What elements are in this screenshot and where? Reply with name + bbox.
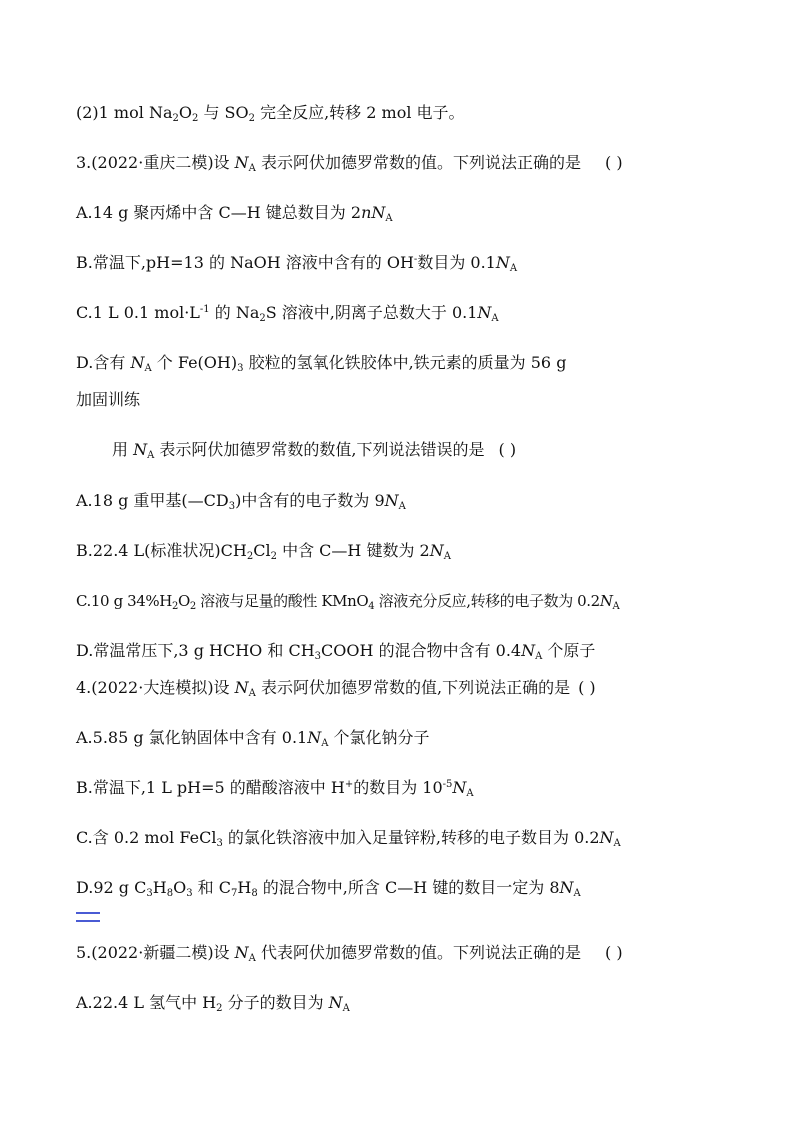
answer-blank: ( ) bbox=[578, 678, 596, 697]
question-3-option-c: C.1 L 0.1 $mol\cdot L^{-1}$ 的 $Na_2S$ 溶液中,阴离子总数大于 $0.1N_A$ bbox=[76, 303, 499, 324]
question-5-option-a: A.22.4 L 氢气中 $H_2$ 分子的数目为 $N_A$ bbox=[76, 993, 350, 1014]
answer-blank: ( ) bbox=[604, 943, 623, 962]
question-4-option-a: A.5.85 g 氯化钠固体中含有 $0.1N_A$ 个氯化钠分子 bbox=[76, 728, 430, 749]
answer-blank: ( ) bbox=[498, 440, 517, 459]
separator-mark bbox=[76, 912, 100, 922]
reinforce-option-b: B.22.4 L(标准状况)$CH_2Cl_2$ 中含 C—H 键数为 $2N_A$ bbox=[76, 541, 451, 562]
reinforce-option-a: A.18 g 重甲基$(—CD_3)$中含有的电子数为 $9N_A$ bbox=[76, 491, 406, 512]
reinforce-option-d: D.常温常压下,3 g HCHO 和 $CH_3COOH$ 的混合物中含有 $0.4N_A$ 个原子 bbox=[76, 641, 596, 662]
reinforce-option-c: C.10 g $34\%H_2O_2$ 溶液与足量的酸性 KMnO$_4$ 溶液充分反应,转移的电子数为 $0.2N_A$ bbox=[76, 592, 620, 612]
question-3-option-b: B.常温下,pH=13 的 NaOH 溶液中含有的 OH-数目为 $0.1N_A$ bbox=[76, 253, 518, 274]
question-3-option-a: A.14 g 聚丙烯中含 C—H 键总数目为 $2nN_A$ bbox=[76, 203, 393, 224]
question-3-option-d: D.含有 $N_A$ 个 $Fe(OH)_3$ 胶粒的氢氧化铁胶体中,铁元素的质量为 56 g bbox=[76, 353, 567, 374]
answer-blank: ( ) bbox=[604, 153, 623, 172]
question-4-stem: 4.(2022·大连模拟)设 $N_A$ 表示阿伏加德罗常数的值,下列说法正确的是 ( ) bbox=[76, 678, 596, 699]
reinforce-heading: 加固训练 bbox=[76, 390, 141, 409]
question-4-option-c: C.含 0.2 mol FeCl$_3$ 的氯化铁溶液中加入足量锌粉,转移的电子数目为 $0.2N_A$ bbox=[76, 828, 621, 849]
question-5-stem: 5.(2022·新疆二模)设 $N_A$ 代表阿伏加德罗常数的值。下列说法正确的是 ( ) bbox=[76, 943, 623, 964]
question-4-option-b: B.常温下,1 L pH=5 的醋酸溶液中 H+的数目为 $10^{-5}N_A$ bbox=[76, 778, 474, 799]
statement-2: (2)1 mol $Na_2O_2$ 与 $SO_2$ 完全反应,转移 2 mol 电子。 bbox=[76, 103, 465, 124]
question-3-stem: 3.(2022·重庆二模)设 $N_A$ 表示阿伏加德罗常数的值。下列说法正确的是 ( ) bbox=[76, 153, 623, 174]
question-4-option-d: D.92 g $C_3H_8O_3$ 和 $C_7H_8$ 的混合物中,所含 C—H 键的数目一定为 $8N_A$ bbox=[76, 878, 581, 899]
reinforce-question-stem: 用 $N_A$ 表示阿伏加德罗常数的数值,下列说法错误的是 ( ) bbox=[112, 440, 517, 461]
